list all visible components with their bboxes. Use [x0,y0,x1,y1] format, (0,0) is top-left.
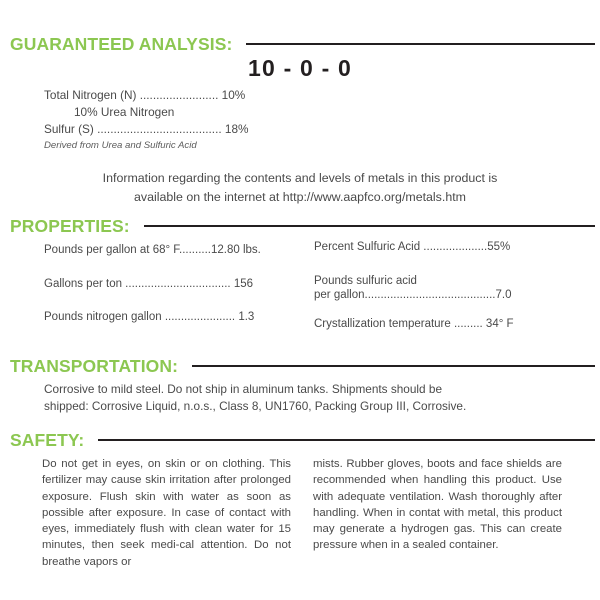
metals-note-line-1: Information regarding the contents and levels of metals in this product is [102,171,498,185]
analysis-line-urea-nitrogen: 10% Urea Nitrogen [74,105,175,119]
section-header-transportation [10,358,595,376]
metals-information-note [0,169,600,206]
transportation-line-2: shipped: Corrosive Liquid, n.o.s., Class 8, UN1760, Packing Group III, Corrosive. [44,399,467,414]
property-gallons-per-ton: Gallons per ton ................................. 156 [44,277,254,290]
analysis-line-sulfur: Sulfur (S) ...................................... 18% [44,122,249,136]
property-crystallization-temperature: Crystallization temperature ......... 34° F [314,318,514,331]
safety-text-right: mists. Rubber gloves, boots and face shields are recommended when handling this product. Use with adequate ventilation. Wash thoroughly after handling. When in contat with metal, this product may generate a hydrogen gas. This can create pressure when in a sealed container. [313,458,562,552]
property-pounds-per-gallon: Pounds per gallon at 68° F..........12.80 lbs. [44,244,261,256]
property-pounds-nitrogen-gallon: Pounds nitrogen gallon ...................... 1.3 [44,311,255,324]
safety-column-right [313,456,562,570]
properties-column-right [314,240,586,351]
transportation-body [44,381,564,415]
section-rule-transportation [192,365,595,367]
property-percent-sulfuric-acid: Percent Sulfuric Acid ....................55% [314,241,511,253]
section-header-safety [10,432,595,450]
safety-column-left [42,456,291,570]
npk-grade: 10 - 0 - 0 [248,55,353,81]
properties-column-left [44,243,306,344]
safety-text-left: Do not get in eyes, on skin or on clothing. This fertilizer may cause skin irritation after prolonged exposure. Flush skin with water as soon as possible after exposure. In case of contact with eyes, immediately flush with clean water for 15 minutes, then seek medi-cal attention. Do not breathe vapors or [42,458,291,568]
section-title-properties: PROPERTIES: [10,216,130,236]
section-rule-properties [144,225,595,227]
analysis-line-total-nitrogen: Total Nitrogen (N) ........................ 10% [44,88,246,102]
section-title-transportation: TRANSPORTATION: [10,356,179,376]
property-pounds-sulfuric-acid-per-gallon [314,274,586,303]
transportation-line-1: Corrosive to mild steel. Do not ship in aluminum tanks. Shipments should be [44,382,443,396]
section-title-safety: SAFETY: [10,430,85,450]
section-title-guaranteed-analysis: GUARANTEED ANALYSIS: [10,34,233,54]
property-pounds-sulfuric-acid-line-2: per gallon.........................................7.0 [314,289,512,302]
metals-note-line-2: available on the internet at http://www.aapfco.org/metals.htm [134,189,466,204]
safety-body [42,456,562,570]
derived-from-note: Derived from Urea and Sulfuric Acid [44,140,197,151]
section-rule-guaranteed-analysis [246,43,595,45]
section-rule-safety [98,439,595,441]
section-header-properties [10,218,595,236]
section-header-guaranteed-analysis [10,36,595,54]
property-pounds-sulfuric-acid-line-1: Pounds sulfuric acid [314,274,417,287]
